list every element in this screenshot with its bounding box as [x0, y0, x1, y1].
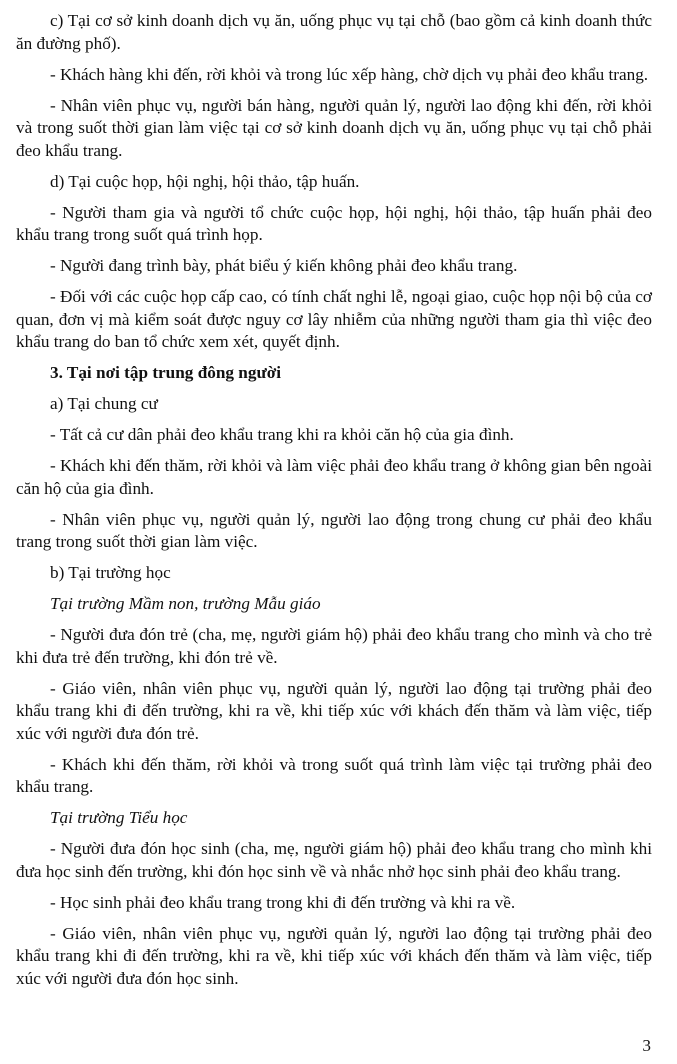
paragraph-b-schools: b) Tại trường học [50, 563, 171, 582]
paragraph-kindergarten-staff: - Giáo viên, nhân viên phục vụ, người quản lý, người lao động tại trường phải đeo khẩu trang khi đi đến trường, khi ra về, khi tiếp xúc với khách đến thăm và làm việc, tiếp xúc với người đưa đón trẻ. [16, 678, 652, 743]
paragraph-kindergarten-parents: - Người đưa đón trẻ (cha, mẹ, người giám hộ) phải đeo khẩu trang cho mình và cho trẻ khi đưa trẻ đến trường, khi đón trẻ về. [16, 625, 652, 667]
paragraph-meeting-participants: - Người tham gia và người tổ chức cuộc họp, hội nghị, hội thảo, tập huấn phải đeo khẩu trang trong suốt quá trình họp. [16, 202, 652, 244]
paragraph-primary-staff: - Giáo viên, nhân viên phục vụ, người quản lý, người lao động tại trường phải đeo khẩu trang khi đi đến trường, khi ra về, khi tiếp xúc với khách đến thăm và làm việc, tiếp xúc với người đưa đón học sinh. [16, 923, 652, 988]
section-heading-crowded-places: 3. Tại nơi tập trung đông người [50, 363, 282, 382]
paragraph-high-level-meetings: - Đối với các cuộc họp cấp cao, có tính chất nghi lễ, ngoại giao, cuộc họp nội bộ của cơ quan, đơn vị mà kiểm soát được nguy cơ lây nhiễm của những người tham gia thì việc đeo khẩu trang do ban tổ chức xem xét, quyết định. [16, 287, 652, 351]
document-page [16, 10, 652, 999]
paragraph-customers-mask: - Khách hàng khi đến, rời khỏi và trong lúc xếp hàng, chờ dịch vụ phải đeo khẩu trang. [50, 64, 649, 84]
paragraph-c-food-service: c) Tại cơ sở kinh doanh dịch vụ ăn, uống phục vụ tại chỗ (bao gồm cả kinh doanh thức ăn đường phố). [16, 11, 652, 53]
paragraph-residents-mask: - Tất cả cư dân phải đeo khẩu trang khi ra khỏi căn hộ của gia đình. [50, 425, 514, 444]
subheading-primary-school: Tại trường Tiểu học [50, 808, 188, 827]
page-number: 3 [642, 1036, 651, 1055]
paragraph-primary-parents: - Người đưa đón học sinh (cha, mẹ, người giám hộ) phải đeo khẩu trang cho mình khi đưa học sinh đến trường, khi đón học sinh về và nhắc nhở học sinh phải đeo khẩu trang. [16, 839, 652, 881]
paragraph-d-meetings: d) Tại cuộc họp, hội nghị, hội thảo, tập huấn. [50, 171, 360, 191]
paragraph-visitors-mask: - Khách khi đến thăm, rời khỏi và làm việc phải đeo khẩu trang ở không gian bên ngoài căn hộ của gia đình. [16, 456, 652, 498]
paragraph-primary-students: - Học sinh phải đeo khẩu trang trong khi đi đến trường và khi ra về. [50, 892, 516, 912]
subheading-kindergarten: Tại trường Mầm non, trường Mẫu giáo [50, 594, 321, 613]
paragraph-apartment-staff-mask: - Nhân viên phục vụ, người quản lý, người lao động trong chung cư phải đeo khẩu trang trong suốt thời gian làm việc. [16, 509, 652, 551]
paragraph-staff-mask: - Nhân viên phục vụ, người bán hàng, người quản lý, người lao động khi đến, rời khỏi và trong suốt thời gian làm việc tại cơ sở kinh doanh dịch vụ ăn, uống phục vụ tại chỗ phải đeo khẩu trang. [16, 95, 652, 160]
paragraph-speakers-exempt: - Người đang trình bày, phát biểu ý kiến không phải đeo khẩu trang. [50, 256, 518, 275]
paragraph-a-apartments: a) Tại chung cư [50, 394, 158, 413]
paragraph-kindergarten-visitors: - Khách khi đến thăm, rời khỏi và trong suốt quá trình làm việc tại trường phải đeo khẩu trang. [16, 754, 652, 796]
